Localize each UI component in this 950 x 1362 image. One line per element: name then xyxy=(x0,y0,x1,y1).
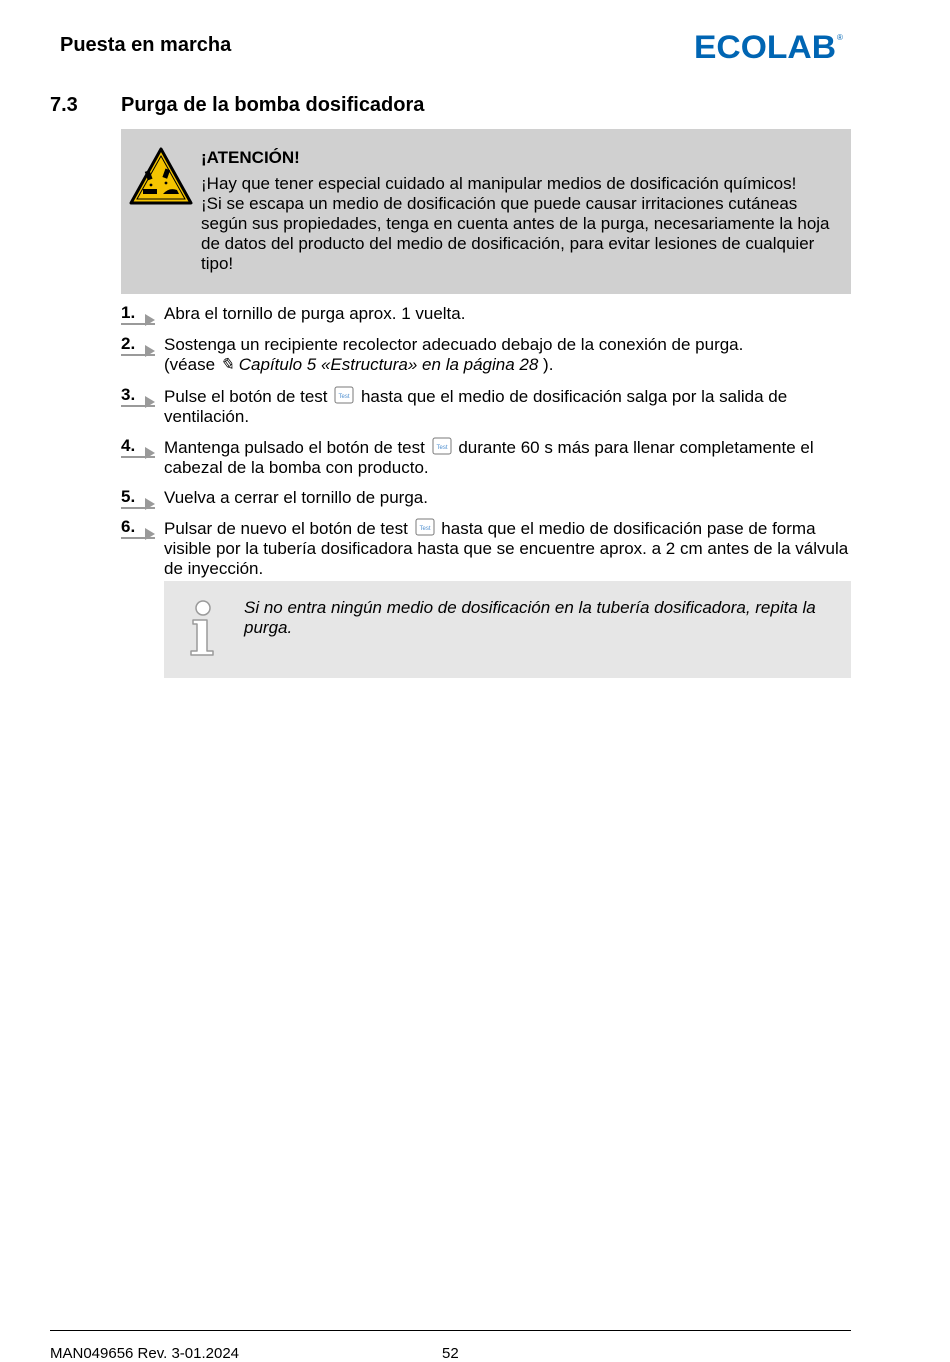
cross-reference[interactable] xyxy=(164,355,850,375)
step-text-after: hasta que el medio de dosificación pase de forma visible por la tubería dosificadora hasta que se encuentre aprox. a 2 cm antes de la válvula de inyección. xyxy=(164,519,849,578)
test-button-icon xyxy=(415,518,435,536)
corrosive-hazard-icon xyxy=(129,147,193,205)
step-text: Vuelva a cerrar el tornillo de purga. xyxy=(164,488,428,507)
warning-title: ¡ATENCIÓN! xyxy=(201,148,300,167)
info-icon xyxy=(188,599,218,657)
step-arrow-icon xyxy=(145,498,155,510)
test-button-icon xyxy=(334,386,354,404)
step-arrow-icon xyxy=(145,528,155,540)
ecolab-logo xyxy=(694,30,844,62)
step-arrow-icon xyxy=(145,314,155,326)
step-arrow-icon xyxy=(145,345,155,357)
footer-document-id: MAN049656 Rev. 3-01.2024 xyxy=(50,1345,240,1362)
svg-text:ECOLAB: ECOLAB xyxy=(694,30,836,62)
test-button-icon xyxy=(432,437,452,455)
info-box xyxy=(164,581,851,678)
reference-close: ). xyxy=(538,355,554,374)
step-arrow-icon xyxy=(145,396,155,408)
warning-text xyxy=(201,174,846,274)
section-title: Purga de la bomba dosificadora xyxy=(121,94,425,116)
section-number: 7.3 xyxy=(50,94,78,116)
step-text xyxy=(164,518,850,579)
step-text-before: Mantenga pulsado el botón de test xyxy=(164,438,430,457)
step-text-after: durante 60 s más para llenar completamente el cabezal de la bomba con producto. xyxy=(164,438,814,477)
step-number: 1. xyxy=(121,304,155,325)
step-number: 3. xyxy=(121,386,155,407)
svg-text:Test: Test xyxy=(436,445,448,451)
footer-divider xyxy=(50,1330,851,1331)
svg-text:Test: Test xyxy=(338,394,350,400)
page-header-title: Puesta en marcha xyxy=(60,34,232,56)
step-text xyxy=(164,386,850,427)
reference-arrow-icon: ✎ xyxy=(219,355,234,374)
step-number: 6. xyxy=(121,518,155,539)
info-text: Si no entra ningún medio de dosificación en la tubería dosificadora, repita la purga. xyxy=(244,598,816,637)
step-text: Abra el tornillo de purga aprox. 1 vuelta. xyxy=(164,304,466,323)
step-number: 2. xyxy=(121,335,155,356)
svg-text:®: ® xyxy=(837,33,843,42)
step-text xyxy=(164,335,850,375)
step-number: 4. xyxy=(121,437,155,458)
warning-line-1: ¡Hay que tener especial cuidado al manipular medios de dosificación químicos! xyxy=(201,174,797,193)
page-number: 52 xyxy=(442,1345,459,1362)
step-number: 5. xyxy=(121,488,155,509)
step-text xyxy=(164,437,850,478)
warning-box xyxy=(121,129,851,294)
warning-line-2: ¡Si se escapa un medio de dosificación que puede causar irritaciones cutáneas según sus propiedades, tenga en cuenta antes de la purga, necesariamente la hoja de datos del producto del medio de dosificación, para evitar lesiones de cualquier tipo! xyxy=(201,194,830,273)
step-arrow-icon xyxy=(145,447,155,459)
step-text-before: Pulse el botón de test xyxy=(164,387,333,406)
step-text-after: hasta que el medio de dosificación salga por la salida de ventilación. xyxy=(164,387,788,426)
svg-text:Test: Test xyxy=(419,526,431,532)
reference-link[interactable]: Capítulo 5 «Estructura» en la página 28 xyxy=(238,355,539,374)
step-text-before: Pulsar de nuevo el botón de test xyxy=(164,519,413,538)
step-text-line: Sostenga un recipiente recolector adecuado debajo de la conexión de purga. xyxy=(164,335,744,354)
reference-open: (véase xyxy=(164,355,220,374)
